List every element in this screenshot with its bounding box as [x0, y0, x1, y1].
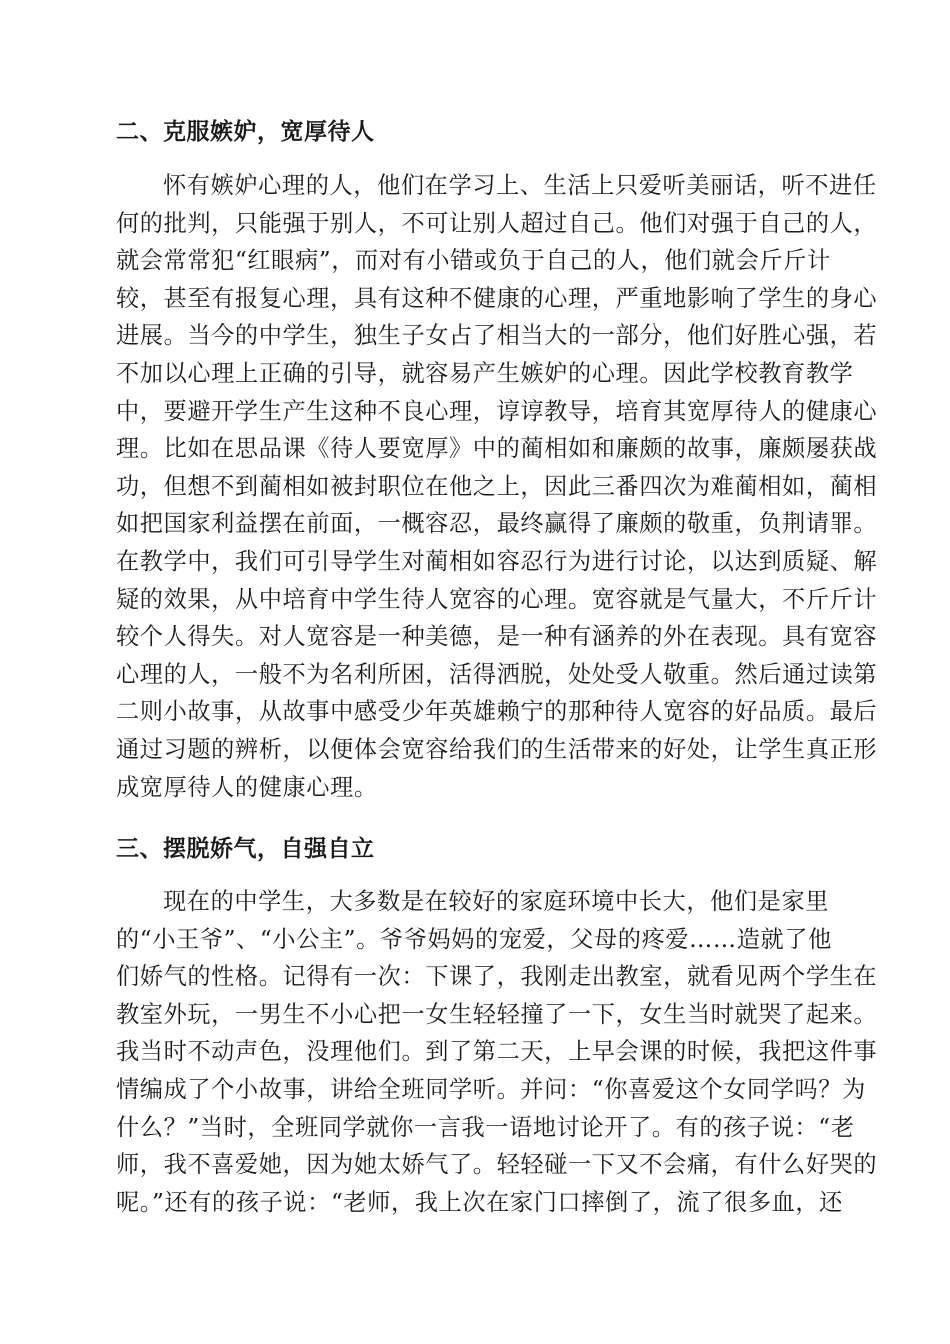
- paragraph-line: 在教学中，我们可引导学生对蔺相如容忍行为进行讨论，以达到质疑、解: [116, 547, 878, 575]
- paragraph-overcome-jealousy: [116, 167, 878, 806]
- paragraph-line: 们娇气的性格。记得有一次：下课了，我刚走出教室，就看见两个学生在: [116, 963, 878, 991]
- paragraph-line: 疑的效果，从中培育中学生待人宽容的心理。宽容就是气量大，不斤斤计: [116, 585, 878, 613]
- paragraph-line: 不加以心理上正确的引导，就容易产生嫉妒的心理。因此学校教育教学: [116, 359, 854, 387]
- paragraph-line: 如把国家利益摆在前面，一概容忍，最终赢得了廉颇的敬重，负荆请罪。: [116, 510, 878, 538]
- paragraph-line: 什么？”当时，全班同学就你一言我一语地讨论开了。有的孩子说：“老: [116, 1113, 855, 1141]
- paragraph-line: 怀有嫉妒心理的人，他们在学习上、生活上只爱听美丽话，听不进任: [163, 172, 877, 199]
- paragraph-line: 现在的中学生，大多数是在较好的家庭环境中长大，他们是家里: [163, 888, 830, 915]
- paragraph-line: 心理的人，一般不为名利所困，活得洒脱，处处受人敬重。然后通过读第: [116, 660, 878, 688]
- paragraph-overcome-delicacy: [116, 883, 878, 1221]
- paragraph-line: 成宽厚待人的健康心理。: [116, 773, 378, 801]
- paragraph-line: 理。比如在思品课《待人要宽厚》中的蔺相如和廉颇的故事，廉颇屡获战: [116, 435, 878, 463]
- paragraph-line: 中，要避开学生产生这种不良心理，谆谆教导，培育其宽厚待人的健康心: [116, 397, 878, 425]
- section-heading-overcome-delicacy: 三、摆脱娇气，自强自立: [116, 836, 375, 862]
- paragraph-line: 我当时不动声色，没理他们。到了第二天，上早会课的时候，我把这件事: [116, 1038, 878, 1066]
- paragraph-line: 就会常常犯“红眼病”，而对有小错或负于自己的人，他们就会斤斤计: [116, 247, 831, 275]
- paragraph-line: 的“小王爷”、“小公主”。爷爷妈妈的宠爱，父母的疼爱……造就了他: [116, 925, 832, 953]
- paragraph-line: 师，我不喜爱她，因为她太娇气了。轻轻碰一下又不会痛，有什么好哭的: [116, 1151, 878, 1179]
- paragraph-line: 较，甚至有报复心理，具有这种不健康的心理，严重地影响了学生的身心: [116, 284, 878, 312]
- paragraph-line: 呢。”还有的孩子说：“老师，我上次在家门口摔倒了，流了很多血，还: [116, 1188, 843, 1216]
- paragraph-line: 何的批判，只能强于别人，不可让别人超过自己。他们对强于自己的人，: [116, 209, 878, 237]
- paragraph-line: 进展。当今的中学生，独生子女占了相当大的一部分，他们好胜心强，若: [116, 322, 878, 350]
- section-heading-overcome-jealousy: 二、克服嫉妒，宽厚待人: [116, 119, 375, 145]
- paragraph-line: 较个人得失。对人宽容是一种美德，是一种有涵养的外在表现。具有宽容: [116, 623, 878, 651]
- paragraph-line: 通过习题的辨析，以便体会宽容给我们的生活带来的好处，让学生真正形: [116, 735, 878, 763]
- paragraph-line: 功，但想不到蔺相如被封职位在他之上，因此三番四次为难蔺相如，蔺相: [116, 472, 878, 500]
- paragraph-line: 二则小故事，从故事中感受少年英雄赖宁的那种待人宽容的好品质。最后: [116, 698, 878, 726]
- paragraph-line: 教室外玩，一男生不小心把一女生轻轻撞了一下，女生当时就哭了起来。: [116, 1000, 878, 1028]
- paragraph-line: 情编成了个小故事，讲给全班同学听。并问：“你喜爱这个女同学吗？为: [116, 1075, 866, 1103]
